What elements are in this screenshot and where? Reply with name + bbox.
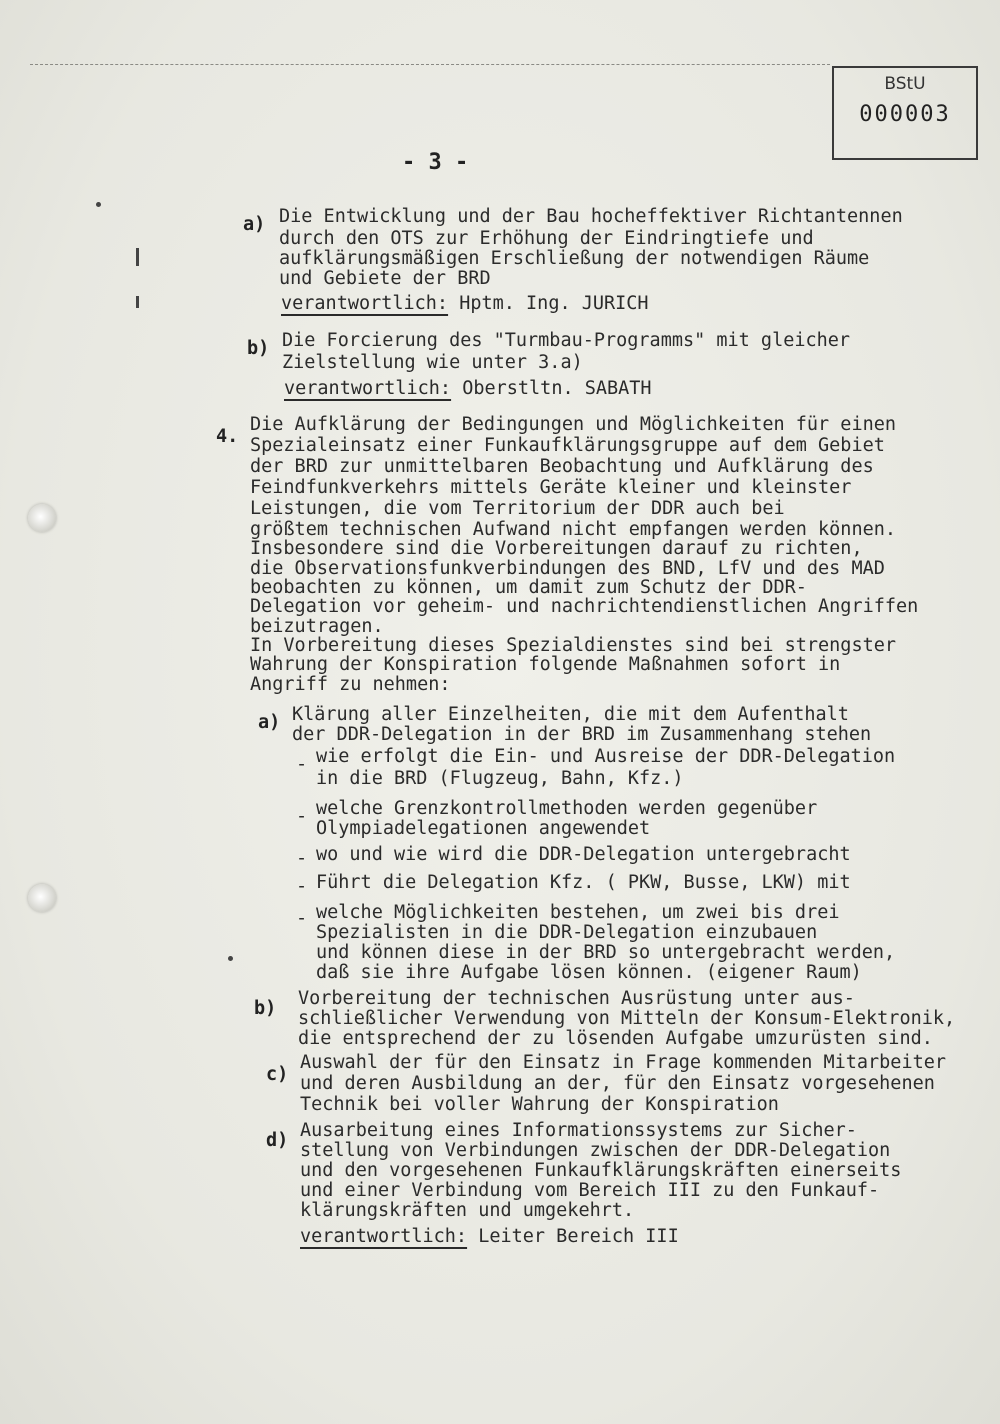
bullet-line: wo und wie wird die DDR-Delegation untergebracht bbox=[316, 844, 851, 865]
page-number: - 3 - bbox=[402, 150, 469, 175]
item-4-line: Die Aufklärung der Bedingungen und Möglichkeiten für einen bbox=[250, 414, 897, 435]
responsible-3a bbox=[281, 293, 649, 315]
item-label-4a: a) bbox=[258, 712, 281, 733]
item-4d-line: klärungskräften und umgekehrt. bbox=[300, 1200, 635, 1221]
item-4-line: Wahrung der Konspiration folgende Maßnahmen sofort in bbox=[250, 654, 841, 675]
item-4a-line: Klärung aller Einzelheiten, die mit dem Aufenthalt bbox=[292, 704, 849, 725]
bullet-line: welche Grenzkontrollmethoden werden gegenüber bbox=[316, 798, 818, 819]
item-label-4c: c) bbox=[266, 1064, 289, 1085]
item-4a-line: der DDR-Delegation in der BRD im Zusammenhang stehen bbox=[292, 724, 872, 745]
item-4-line: In Vorbereitung dieses Spezialdienstes sind bei strengster bbox=[250, 635, 897, 656]
item-4d-line: stellung von Verbindungen zwischen der DDR-Delegation bbox=[300, 1140, 891, 1161]
item-4-line: Leistungen, die vom Territorium der DDR auch bei bbox=[250, 498, 785, 519]
bullet-item bbox=[296, 806, 307, 828]
bullet-line: und können diese in der BRD so untergebracht werden, bbox=[316, 942, 896, 963]
bullet-dash: - bbox=[296, 754, 308, 775]
bullet-line: daß sie ihre Aufgabe lösen können. (eigener Raum) bbox=[316, 962, 862, 983]
item-4-line: Spezialeinsatz einer Funkaufklärungsgruppe auf dem Gebiet bbox=[250, 435, 885, 456]
item-label-4d: d) bbox=[266, 1130, 289, 1151]
responsible-value: Oberstltn. SABATH bbox=[462, 378, 652, 399]
item-4-line: die Observationsfunkverbindungen des BND, LfV und des MAD bbox=[250, 558, 885, 579]
item-4-line: beizutragen. bbox=[250, 616, 384, 637]
item-label-3b: b) bbox=[247, 338, 270, 359]
margin-dot bbox=[228, 956, 233, 961]
item-4c-line: und deren Ausbildung an der, für den Einsatz vorgesehenen bbox=[300, 1073, 935, 1094]
bullet-item bbox=[296, 848, 307, 870]
responsible-key: verantwortlich: bbox=[300, 1226, 468, 1247]
responsible-3b bbox=[284, 378, 652, 400]
item-3a-line: aufklärungsmäßigen Erschließung der notwendigen Räume bbox=[279, 248, 870, 269]
responsible-value: Leiter Bereich III bbox=[478, 1226, 679, 1247]
item-label-3a: a) bbox=[243, 214, 266, 235]
item-4-line: Angriff zu nehmen: bbox=[250, 674, 451, 695]
item-4d-line: Ausarbeitung eines Informationssystems zur Sicher- bbox=[300, 1120, 857, 1141]
top-rule bbox=[30, 64, 830, 65]
item-4c-line: Auswahl der für den Einsatz in Frage kommenden Mitarbeiter bbox=[300, 1052, 947, 1073]
punch-hole bbox=[28, 504, 56, 532]
item-4-line: größtem technischen Aufwand nicht empfangen werden können. bbox=[250, 519, 897, 540]
item-4b-line: Vorbereitung der technischen Ausrüstung unter aus- bbox=[298, 988, 855, 1009]
responsible-4d bbox=[300, 1226, 679, 1248]
item-4-line: Delegation vor geheim- und nachrichtendienstlichen Angriffen bbox=[250, 596, 919, 617]
item-3a-line: Die Entwicklung und der Bau hocheffektiver Richtantennen bbox=[279, 206, 903, 227]
stamp-org: BStU bbox=[884, 74, 926, 94]
bullet-dash: - bbox=[296, 848, 308, 869]
margin-dot bbox=[96, 202, 101, 207]
bullet-dash: - bbox=[296, 876, 308, 897]
bullet-line: Führt die Delegation Kfz. ( PKW, Busse, LKW) mit bbox=[316, 872, 851, 893]
item-3b-line: Die Forcierung des "Turmbau-Programms" mit gleicher bbox=[282, 330, 851, 351]
bullet-line: in die BRD (Flugzeug, Bahn, Kfz.) bbox=[316, 768, 684, 789]
bullet-item bbox=[296, 908, 307, 930]
item-4d-line: und einer Verbindung vom Bereich III zu den Funkauf- bbox=[300, 1180, 880, 1201]
margin-mark bbox=[136, 296, 139, 308]
responsible-value: Hptm. Ing. JURICH bbox=[459, 293, 649, 314]
responsible-key: verantwortlich: bbox=[284, 378, 452, 399]
bullet-dash: - bbox=[296, 908, 308, 929]
bullet-line: Spezialisten in die DDR-Delegation einzubauen bbox=[316, 922, 818, 943]
item-label-4: 4. bbox=[216, 426, 239, 447]
bullet-item bbox=[296, 754, 307, 776]
item-4-line: beobachten zu können, um damit zum Schutz der DDR- bbox=[250, 577, 807, 598]
item-4-line: der BRD zur unmittelbaren Beobachtung und Aufklärung des bbox=[250, 456, 874, 477]
bullet-line: wie erfolgt die Ein- und Ausreise der DDR-Delegation bbox=[316, 746, 896, 767]
bullet-line: welche Möglichkeiten bestehen, um zwei bis drei bbox=[316, 902, 840, 923]
item-4-line: Feindfunkverkehrs mittels Geräte kleiner und kleinster bbox=[250, 477, 852, 498]
responsible-key: verantwortlich: bbox=[281, 293, 449, 314]
item-4-line: Insbesondere sind die Vorbereitungen darauf zu richten, bbox=[250, 538, 863, 559]
item-3a-line: durch den OTS zur Erhöhung der Eindringtiefe und bbox=[279, 228, 814, 249]
punch-hole bbox=[28, 884, 56, 912]
bullet-line: Olympiadelegationen angewendet bbox=[316, 818, 651, 839]
item-label-4b: b) bbox=[254, 998, 277, 1019]
bullet-dash: - bbox=[296, 806, 308, 827]
bullet-item bbox=[296, 876, 307, 898]
item-4b-line: schließlicher Verwendung von Mitteln der Konsum-Elektronik, bbox=[298, 1008, 956, 1029]
item-4b-line: die entsprechend der zu lösenden Aufgabe umzurüsten sind. bbox=[298, 1028, 933, 1049]
stamp-number: 000003 bbox=[859, 102, 951, 127]
item-3a-line: und Gebiete der BRD bbox=[279, 268, 491, 289]
item-4d-line: und den vorgesehenen Funkaufklärungskräften einerseits bbox=[300, 1160, 902, 1181]
item-4c-line: Technik bei voller Wahrung der Konspiration bbox=[300, 1094, 779, 1115]
margin-mark bbox=[136, 248, 139, 266]
item-3b-line: Zielstellung wie unter 3.a) bbox=[282, 352, 583, 373]
archive-stamp bbox=[832, 66, 978, 160]
